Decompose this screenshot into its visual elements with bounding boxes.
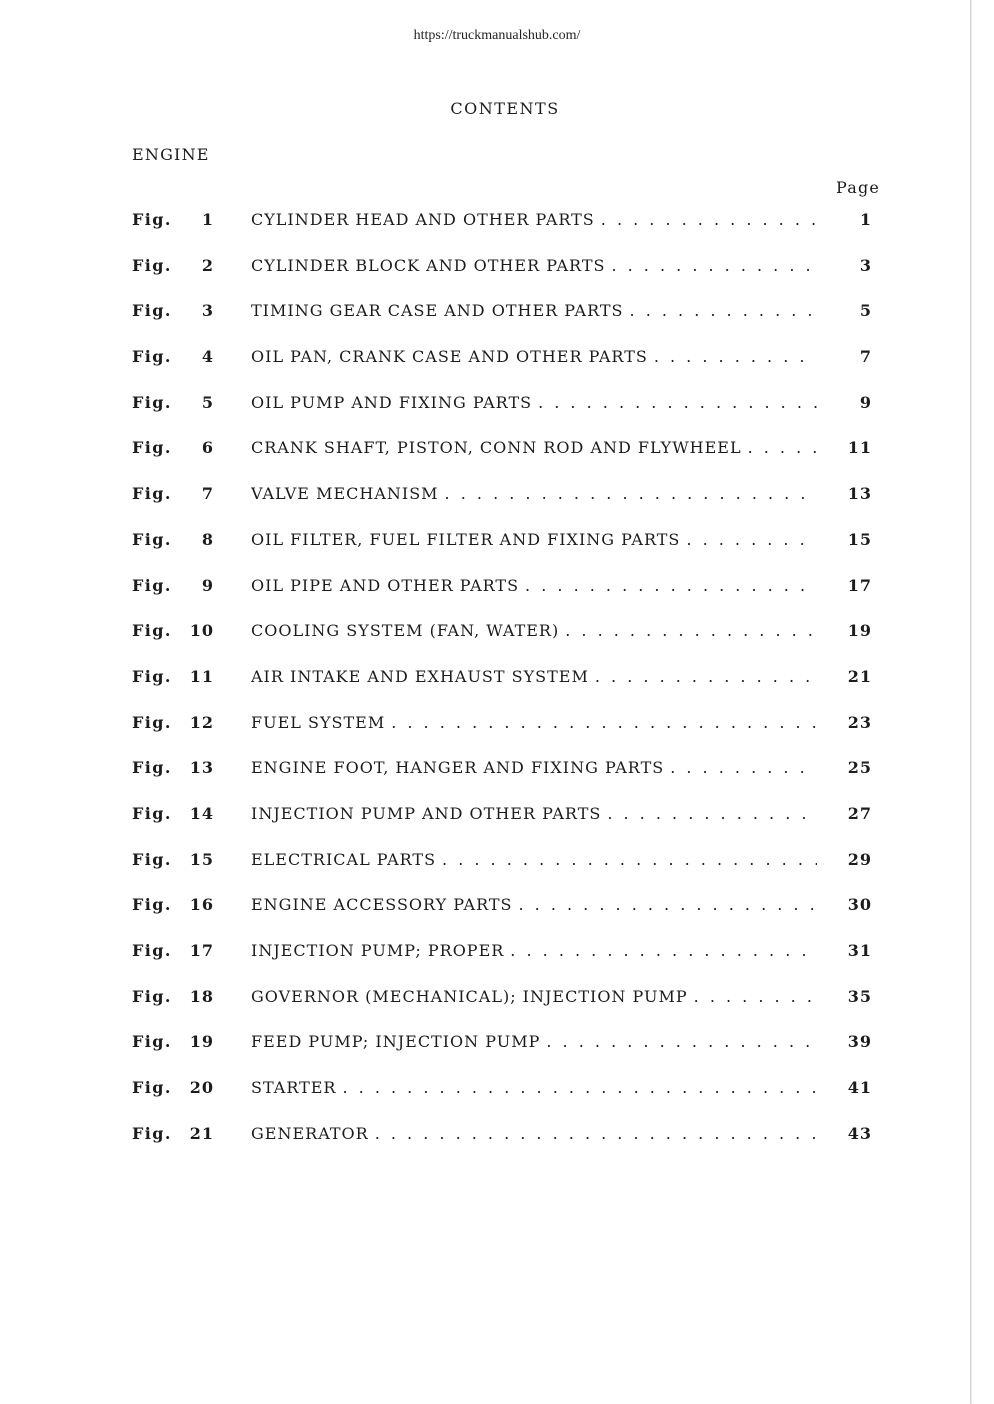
fig-label: Fig. <box>132 301 172 321</box>
fig-label: Fig. <box>132 392 172 412</box>
entry-title: OIL FILTER, FUEL FILTER AND FIXING PARTS <box>251 529 681 549</box>
entry-title: ENGINE ACCESSORY PARTS <box>251 895 513 915</box>
toc-row <box>0 438 994 484</box>
toc-entry <box>251 484 817 503</box>
entry-page-number: 9 <box>859 392 872 412</box>
toc-entry <box>251 987 817 1006</box>
dot-leader <box>510 941 817 960</box>
fig-label: Fig. <box>132 941 172 960</box>
fig-number: 17 <box>189 941 214 960</box>
fig-number: 15 <box>189 849 214 869</box>
toc-entry <box>251 850 817 869</box>
fig-number: 10 <box>189 621 214 641</box>
toc-row <box>0 484 994 530</box>
toc-row <box>0 987 994 1033</box>
fig-number: 12 <box>189 712 214 732</box>
entry-title: GOVERNOR (MECHANICAL); INJECTION PUMP <box>251 986 688 1006</box>
toc-row <box>0 713 994 759</box>
fig-label: Fig. <box>132 529 172 549</box>
entry-title: TIMING GEAR CASE AND OTHER PARTS <box>251 301 624 321</box>
dot-leader <box>525 576 817 595</box>
fig-label: Fig. <box>132 895 172 915</box>
toc-row <box>0 347 994 393</box>
fig-label: Fig. <box>132 712 172 732</box>
fig-number: 18 <box>189 986 214 1006</box>
entry-page-number: 41 <box>847 1078 872 1098</box>
fig-number: 6 <box>201 438 214 458</box>
toc-row <box>0 530 994 576</box>
entry-title: ENGINE FOOT, HANGER AND FIXING PARTS <box>251 758 665 778</box>
fig-number: 5 <box>201 392 214 412</box>
entry-page-number: 30 <box>847 895 872 915</box>
fig-label: Fig. <box>132 621 172 641</box>
fig-number: 2 <box>201 255 214 275</box>
toc-row <box>0 301 994 347</box>
page-title: CONTENTS <box>450 99 560 118</box>
toc-row <box>0 758 994 804</box>
toc-entry <box>251 301 817 320</box>
fig-number: 11 <box>189 666 214 686</box>
dot-leader <box>375 1124 817 1143</box>
dot-leader <box>442 850 817 869</box>
fig-number: 14 <box>189 803 214 823</box>
dot-leader <box>654 347 817 366</box>
fig-label: Fig. <box>132 1032 172 1052</box>
entry-page-number: 1 <box>859 210 872 229</box>
dot-leader <box>694 987 817 1006</box>
entry-page-number: 15 <box>847 529 872 549</box>
toc-row <box>0 1124 994 1170</box>
entry-title: COOLING SYSTEM (FAN, WATER) <box>251 621 560 641</box>
toc-row <box>0 941 994 987</box>
table-of-contents <box>0 210 994 1169</box>
fig-label: Fig. <box>132 438 172 458</box>
toc-entry <box>251 758 817 777</box>
dot-leader <box>670 758 817 777</box>
entry-page-number: 21 <box>847 666 872 686</box>
dot-leader <box>601 210 817 229</box>
toc-row <box>0 576 994 622</box>
entry-title: OIL PAN, CRANK CASE AND OTHER PARTS <box>251 347 648 367</box>
fig-label: Fig. <box>132 575 172 595</box>
entry-title: INJECTION PUMP; PROPER <box>251 941 505 960</box>
source-url: https://truckmanualshub.com/ <box>413 28 581 43</box>
dot-leader <box>445 484 817 503</box>
fig-label: Fig. <box>132 210 172 229</box>
fig-number: 4 <box>201 347 214 367</box>
toc-entry <box>251 576 817 595</box>
entry-title: ELECTRICAL PARTS <box>251 849 437 869</box>
entry-title: STARTER <box>251 1078 337 1098</box>
fig-label: Fig. <box>132 1078 172 1098</box>
entry-page-number: 43 <box>847 1123 872 1143</box>
toc-entry <box>251 530 817 549</box>
toc-entry <box>251 438 817 457</box>
fig-number: 20 <box>189 1078 214 1098</box>
toc-entry <box>251 1124 817 1143</box>
entry-title: INJECTION PUMP AND OTHER PARTS <box>251 803 602 823</box>
entry-page-number: 5 <box>859 301 872 321</box>
dot-leader <box>630 301 817 320</box>
dot-leader <box>595 667 817 686</box>
toc-entry <box>251 347 817 366</box>
toc-entry <box>251 256 817 275</box>
toc-entry <box>251 713 817 732</box>
entry-page-number: 19 <box>847 621 872 641</box>
fig-label: Fig. <box>132 484 172 504</box>
fig-label: Fig. <box>132 1123 172 1143</box>
entry-page-number: 11 <box>847 438 872 458</box>
entry-page-number: 13 <box>847 484 872 504</box>
entry-title: OIL PIPE AND OTHER PARTS <box>251 575 520 595</box>
toc-row <box>0 393 994 439</box>
dot-leader <box>565 621 817 640</box>
dot-leader <box>538 393 817 412</box>
dot-leader <box>611 256 817 275</box>
fig-number: 9 <box>201 575 214 595</box>
entry-title: GENERATOR <box>251 1123 369 1143</box>
entry-title: OIL PUMP AND FIXING PARTS <box>251 392 533 412</box>
fig-number: 19 <box>189 1032 214 1052</box>
fig-label: Fig. <box>132 666 172 686</box>
entry-page-number: 7 <box>859 347 872 367</box>
page-column-header: Page <box>836 178 881 197</box>
fig-label: Fig. <box>132 849 172 869</box>
fig-number: 1 <box>201 210 214 229</box>
entry-page-number: 3 <box>859 255 872 275</box>
fig-label: Fig. <box>132 803 172 823</box>
fig-number: 13 <box>189 758 214 778</box>
fig-number: 7 <box>201 484 214 504</box>
fig-number: 16 <box>189 895 214 915</box>
toc-row <box>0 210 994 256</box>
toc-row <box>0 1032 994 1078</box>
dot-leader <box>546 1032 817 1051</box>
toc-row <box>0 804 994 850</box>
fig-label: Fig. <box>132 758 172 778</box>
fig-label: Fig. <box>132 986 172 1006</box>
toc-row <box>0 895 994 941</box>
toc-row <box>0 667 994 713</box>
dot-leader <box>518 895 817 914</box>
entry-page-number: 27 <box>847 803 872 823</box>
dot-leader <box>748 438 817 457</box>
toc-entry <box>251 210 817 229</box>
fig-number: 8 <box>201 529 214 549</box>
dot-leader <box>607 804 817 823</box>
fig-label: Fig. <box>132 347 172 367</box>
toc-entry <box>251 941 817 960</box>
toc-row <box>0 1078 994 1124</box>
entry-title: CYLINDER HEAD AND OTHER PARTS <box>251 210 595 229</box>
entry-title: CYLINDER BLOCK AND OTHER PARTS <box>251 255 606 275</box>
fig-number: 21 <box>189 1123 214 1143</box>
entry-page-number: 35 <box>847 986 872 1006</box>
toc-row <box>0 621 994 667</box>
toc-entry <box>251 1078 817 1097</box>
toc-entry <box>251 895 817 914</box>
entry-page-number: 25 <box>847 758 872 778</box>
entry-title: AIR INTAKE AND EXHAUST SYSTEM <box>251 666 589 686</box>
dot-leader <box>686 530 817 549</box>
dot-leader <box>342 1078 817 1097</box>
entry-title: FEED PUMP; INJECTION PUMP <box>251 1032 541 1052</box>
entry-page-number: 31 <box>847 941 872 960</box>
toc-entry <box>251 393 817 412</box>
entry-title: FUEL SYSTEM <box>251 712 386 732</box>
fig-number: 3 <box>201 301 214 321</box>
entry-page-number: 23 <box>847 712 872 732</box>
entry-title: CRANK SHAFT, PISTON, CONN ROD AND FLYWHEEL <box>251 438 742 458</box>
toc-entry <box>251 804 817 823</box>
toc-entry <box>251 1032 817 1051</box>
fig-label: Fig. <box>132 255 172 275</box>
dot-leader <box>391 713 817 732</box>
entry-page-number: 17 <box>847 575 872 595</box>
toc-entry <box>251 621 817 640</box>
entry-title: VALVE MECHANISM <box>251 484 439 504</box>
entry-page-number: 29 <box>847 849 872 869</box>
entry-page-number: 39 <box>847 1032 872 1052</box>
toc-entry <box>251 667 817 686</box>
section-title: ENGINE <box>132 145 210 164</box>
toc-row <box>0 850 994 896</box>
toc-row <box>0 256 994 302</box>
